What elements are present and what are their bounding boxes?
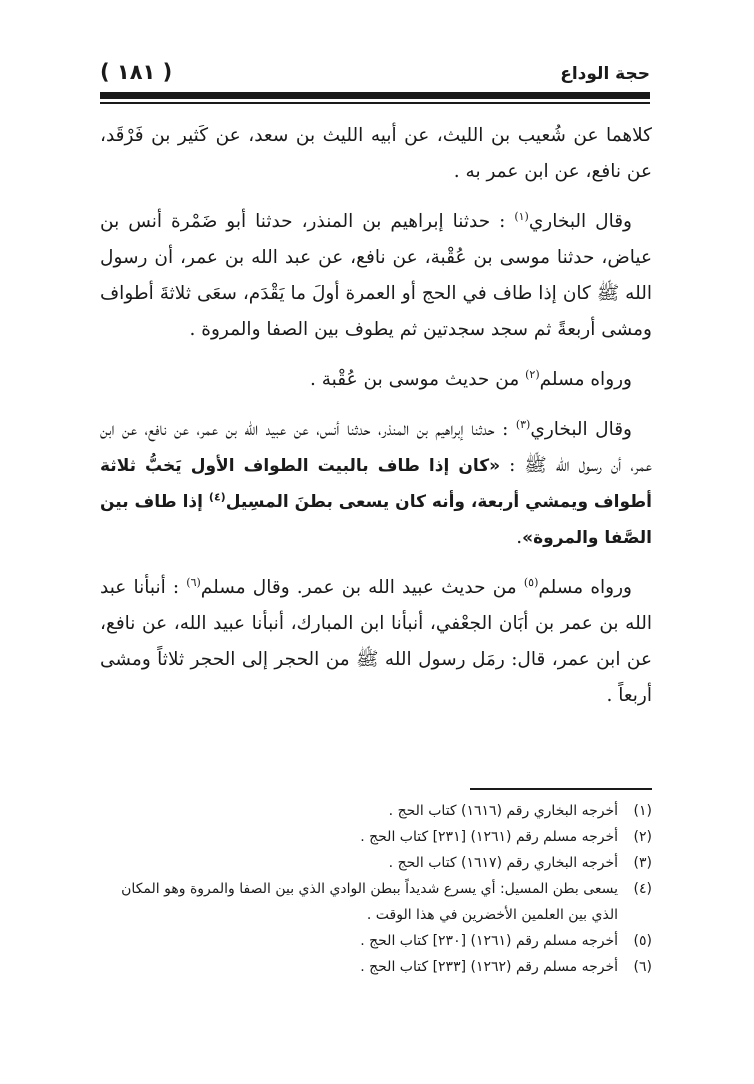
paragraph-4: وقال البخاري$^{(٣)}$ : حدثنا إبراهيم بن المنذر، حدثنا أنس، عن عبيد الله بن عمر، عن نافع، عن ابن عمر، أن رسول الله ﷺ : «كان إذا طاف بالبيت الطواف الأول يَخبُّ ثلاثة أطواف ويمشي أربعة، وأنه كان يسعى بطنَ المسِيل$^{(٤)}$ إذا طاف بين الصَّفا والمروة».: [100, 417, 652, 548]
footnote-ref-6: (٦): [186, 575, 201, 589]
footnote-ref-3: (٣): [515, 417, 531, 431]
footnote-ref-5: (٥): [523, 575, 539, 589]
paragraph-1: كلاهما عن شُعيب بن الليث، عن أبيه الليث بن سعد، عن كَثير بن فَرْقَد، عن نافع، عن ابن عمر به .: [100, 125, 652, 182]
footnote-ref-1: (١): [514, 209, 529, 223]
footnote-separator: [470, 788, 652, 790]
footnote-ref-2: (٢): [525, 367, 540, 381]
footnote-item: (٦) أخرجه مسلم رقم (١٢٦٢) [٢٣٣] كتاب الحج .: [360, 959, 652, 975]
paragraph-5: ورواه مسلم$^{(٥)}$ من حديث عبيد الله بن عمر. وقال مسلم$^{(٦)}$ : أنبأنا عبد الله بن عمر بن أبَان الجعْفي، أنبأنا ابن المبارك، أنبأنا عبيد الله، عن نافع، عن ابن عمر، قال: رمَل رسول الله ﷺ من الحجر إلى الحجر ثلاثاً ومشى أربعاً .: [100, 575, 652, 706]
running-title: حجة الوداع: [560, 64, 650, 84]
main-text: [100, 118, 652, 728]
paragraph-3: ورواه مسلم$^{(٢)}$ من حديث موسى بن عُقْبة .: [309, 367, 632, 390]
header-rule-thin: [100, 102, 650, 104]
footnotes: [100, 798, 652, 980]
hadith-quote: «كان إذا طاف بالبيت الطواف الأول يَخبُّ ثلاثة أطواف ويمشي أربعة، وأنه كان يسعى بطنَ المسِيل$^{(٤)}$ إذا طاف بين الصَّفا والمروة»: [100, 456, 652, 548]
footnote-item: (٤) يسعى بطن المسيل: أي يسرع شديداً ببطن الوادي الذي بين الصفا والمروة وهو المكان الذي بين العلمين الأخضرين في هذا الوقت .: [121, 881, 652, 923]
footnote-item: (١) أخرجه البخاري رقم (١٦١٦) كتاب الحج .: [388, 803, 652, 819]
header-rule-thick: [100, 92, 650, 99]
footnote-ref-4: (٤): [208, 490, 226, 504]
page-number: ( ١٨١ ): [100, 60, 173, 84]
paragraph-2: وقال البخاري$^{(١)}$ : حدثنا إبراهيم بن المنذر، حدثنا أبو ضَمْرة أنس بن عياض، حدثنا موسى بن عُقْبة، عن نافع، عن عبد الله بن عمر، أن رسول الله ﷺ كان إذا طاف في الحج أو العمرة أولَ ما يَقْدَم، سعَى ثلاثةَ أطواف ومشى أربعةً ثم سجد سجدتين ثم يطوف بين الصفا والمروة .: [100, 209, 652, 340]
footnote-item: (٢) أخرجه مسلم رقم (١٢٦١) [٢٣١] كتاب الحج .: [360, 829, 652, 845]
footnote-item: (٣) أخرجه البخاري رقم (١٦١٧) كتاب الحج .: [388, 855, 652, 871]
footnote-item: (٥) أخرجه مسلم رقم (١٢٦١) [٢٣٠] كتاب الحج .: [360, 933, 652, 949]
